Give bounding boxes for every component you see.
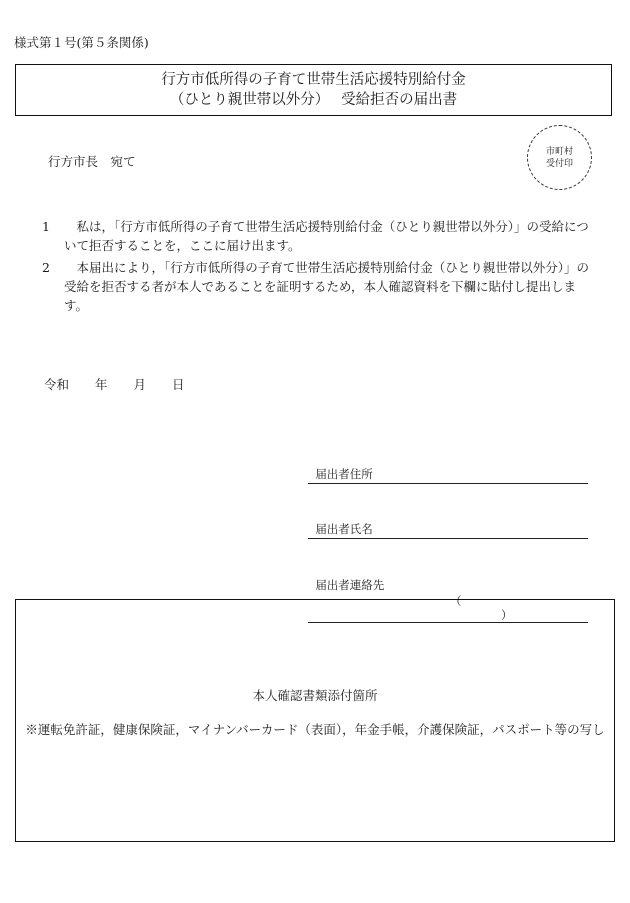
- document-title-line-2: （ひとり親世帯以外分） 受給拒否の届出書: [169, 92, 458, 108]
- clause-item: [38, 217, 598, 255]
- contact-paren-open: （: [450, 594, 462, 608]
- date-era: 令和: [44, 377, 70, 392]
- applicant-address-field[interactable]: [308, 452, 588, 484]
- form-number: 様式第１号(第５条関係): [14, 35, 149, 50]
- document-title-line-1: 行方市低所得の子育て世帯生活応援特別給付金: [161, 72, 466, 88]
- date-month-label: 月: [133, 377, 147, 392]
- applicant-name-label: 届出者氏名: [315, 522, 373, 536]
- date-field[interactable]: [44, 375, 207, 393]
- stamp-label-line-1: 市町村: [545, 146, 573, 157]
- clause-number: 1: [42, 219, 50, 234]
- applicant-address-label: 届出者住所: [315, 467, 373, 481]
- stamp-label-line-2: 受付印: [545, 158, 573, 169]
- reception-stamp-area: [527, 125, 592, 190]
- addressee: 行方市長 宛て: [48, 154, 136, 169]
- contact-paren-close: ）: [501, 608, 513, 622]
- clause-item: [38, 258, 598, 315]
- applicant-contact-label: 届出者連絡先: [315, 578, 385, 592]
- applicant-name-field[interactable]: [308, 507, 588, 539]
- date-day-label: 日: [172, 377, 185, 392]
- attachment-note: ※運転免許証，健康保険証，マイナンバーカード（表面），年金手帳，介護保険証，パスポート等の写し: [25, 722, 605, 737]
- attachment-title: 本人確認書類添付箇所: [252, 688, 378, 703]
- document-title-box: [15, 64, 612, 116]
- clause-number: 2: [42, 260, 50, 275]
- date-year-label: 年: [95, 377, 108, 392]
- clause-text: 私は，「行方市低所得の子育て世帯生活応援特別給付金（ひとり親世帯以外分）」の受給について拒否することを，ここに届け出ます。: [64, 219, 589, 253]
- clause-list: [38, 217, 598, 318]
- clause-text: 本届出により，「行方市低所得の子育て世帯生活応援特別給付金（ひとり親世帯以外分）」の受給を拒否する者が本人であることを証明するため，本人確認資料を下欄に貼付し提出します。: [64, 260, 590, 313]
